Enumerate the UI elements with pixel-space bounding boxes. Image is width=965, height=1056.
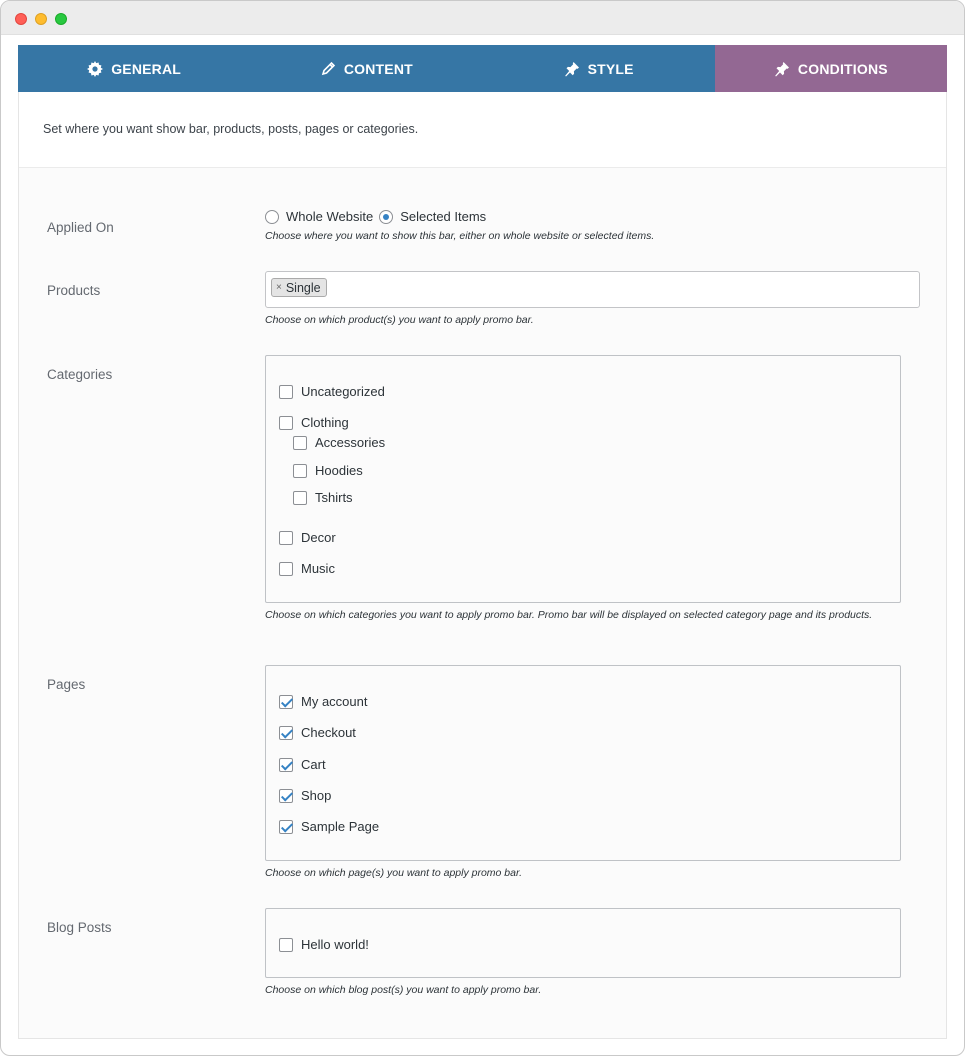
page-checkbox[interactable] [279,758,293,772]
page-checkbox[interactable] [279,726,293,740]
blog-post-item[interactable] [279,937,369,952]
tab-general-label: GENERAL [111,60,182,77]
tab-general[interactable] [18,45,250,92]
whole-website-radio[interactable] [265,210,279,224]
intro-text: Set where you want show bar, products, posts, pages or categories. [43,122,419,136]
page-label: Shop [301,788,332,803]
applied-on-description: Choose where you want to show this bar, either on whole website or selected items. [265,230,655,242]
products-description: Choose on which product(s) you want to apply promo bar. [265,314,534,326]
category-checkbox[interactable] [279,416,293,430]
settings-tabs [18,45,947,92]
page-item[interactable] [279,788,331,803]
category-checkbox[interactable] [279,531,293,545]
product-token-label: Single [285,280,321,295]
pin-icon [774,61,790,77]
page-label: Sample Page [301,819,380,834]
blog-post-label: Hello world! [301,937,369,952]
category-item[interactable] [293,490,353,505]
category-label: Hoodies [315,463,363,478]
pages-list [265,665,901,861]
page-checkbox[interactable] [279,820,293,834]
category-item[interactable] [279,530,336,545]
category-checkbox[interactable] [293,436,307,450]
selected-items-radio[interactable] [379,210,393,224]
pin-icon [564,61,580,77]
pages-description: Choose on which page(s) you want to apply promo bar. [265,867,523,879]
minimize-window-button[interactable] [35,13,47,25]
page-checkbox[interactable] [279,695,293,709]
category-item[interactable] [293,435,385,450]
products-select[interactable] [265,271,920,308]
panel-intro [19,92,946,168]
blog-posts-label: Blog Posts [47,920,112,935]
tab-style-label: STYLE [587,60,634,77]
applied-on-label: Applied On [47,220,114,235]
category-label: Uncategorized [301,384,385,399]
zoom-window-button[interactable] [55,13,67,25]
whole-website-label: Whole Website [286,209,374,224]
categories-list [265,355,901,603]
category-item[interactable] [279,561,335,576]
category-item[interactable] [279,384,385,399]
page-item[interactable] [279,694,367,709]
gear-icon [87,61,103,77]
tab-content[interactable] [250,45,482,92]
page-item[interactable] [279,819,379,834]
blog-posts-description: Choose on which blog post(s) you want to apply promo bar. [265,984,542,996]
category-checkbox[interactable] [279,562,293,576]
category-checkbox[interactable] [279,385,293,399]
category-label: Decor [301,530,336,545]
products-label: Products [47,283,101,298]
page-label: My account [301,694,368,709]
category-label: Clothing [301,415,349,430]
categories-label: Categories [47,367,113,382]
tab-conditions-label: CONDITIONS [797,60,888,77]
categories-description: Choose on which categories you want to apply promo bar. Promo bar will be displayed on selected category page and its products. [265,609,873,621]
pencil-icon [320,61,336,77]
selected-items-label: Selected Items [400,209,487,224]
page-checkbox[interactable] [279,789,293,803]
category-label: Accessories [315,435,386,450]
product-token-single [271,278,327,297]
page-label: Checkout [301,725,356,740]
category-label: Music [301,561,335,576]
page-item[interactable] [279,757,326,772]
blog-post-checkbox[interactable] [279,938,293,952]
page-label: Cart [301,757,326,772]
tab-style[interactable] [483,45,715,92]
window-titlebar [1,1,964,35]
pages-label: Pages [47,677,86,692]
category-label: Tshirts [315,490,353,505]
tab-content-label: CONTENT [343,60,413,77]
category-checkbox[interactable] [293,464,307,478]
category-item[interactable] [279,415,349,430]
conditions-panel [18,92,947,1039]
applied-on-radio-group [265,209,492,224]
close-window-button[interactable] [15,13,27,25]
category-item[interactable] [293,463,363,478]
category-checkbox[interactable] [293,491,307,505]
remove-token-icon[interactable]: × [276,282,282,293]
tab-conditions[interactable] [715,45,947,92]
blog-posts-list [265,908,901,978]
page-item[interactable] [279,725,356,740]
